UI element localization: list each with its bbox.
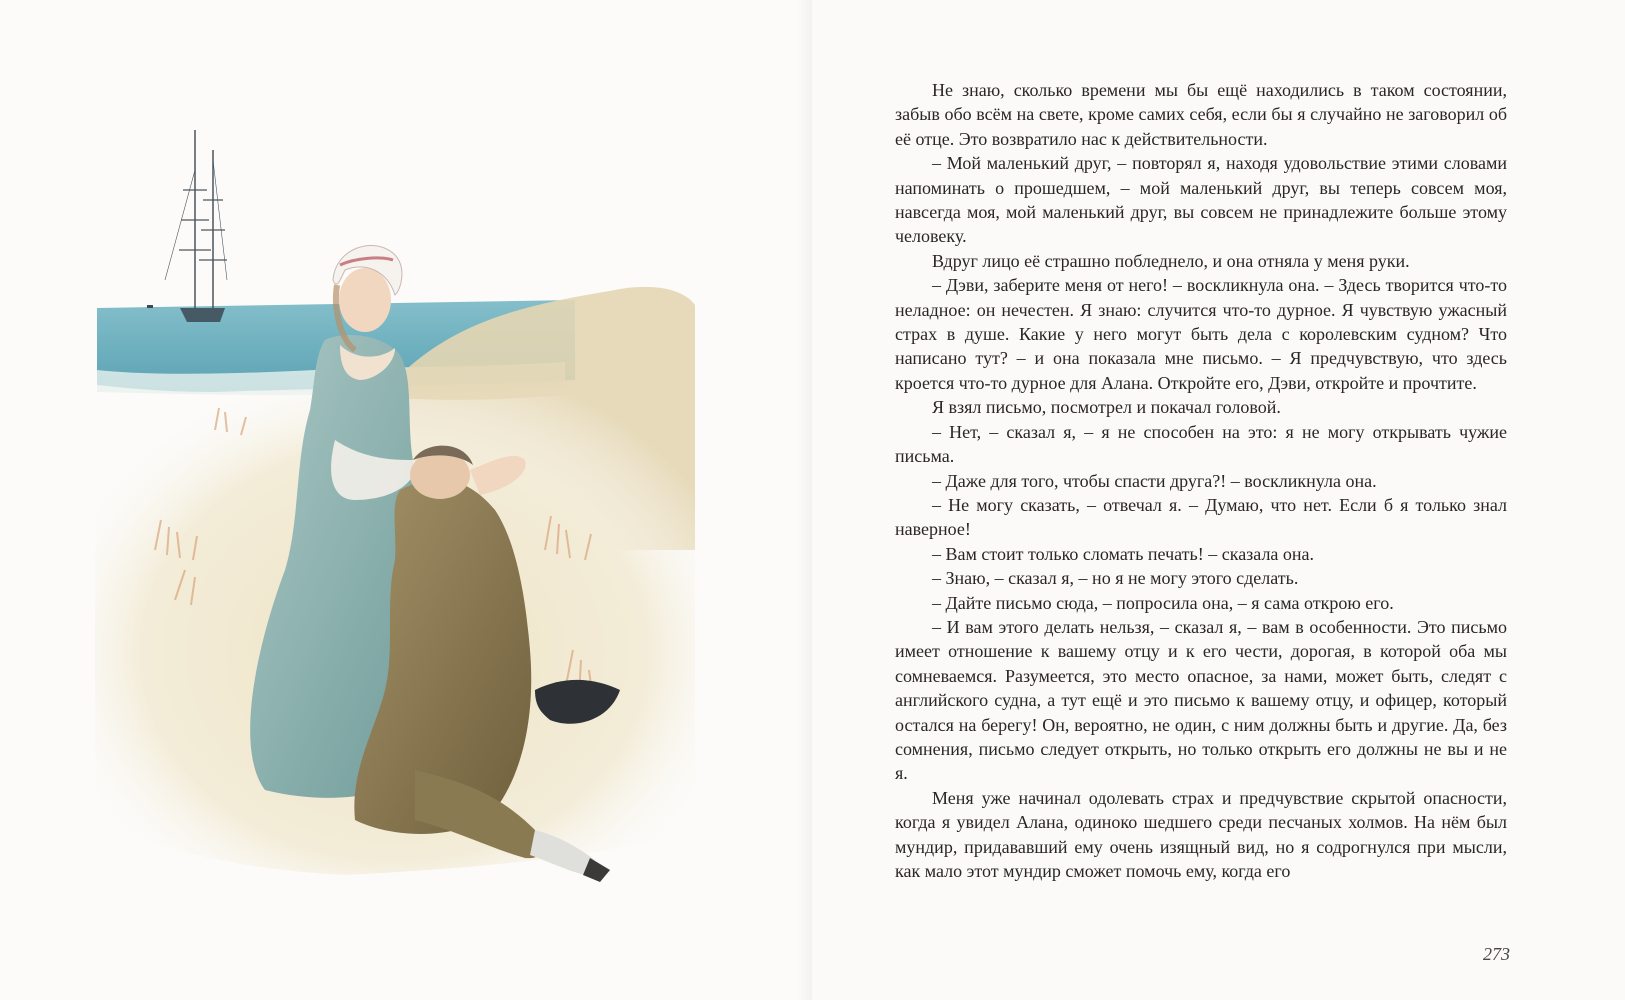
paragraph: – Дэви, заберите меня от него! – воскликнула она. – Здесь творится что-то неладное: он нечестен. Я знаю: случится что-то дурное. Я чувствую ужасный страх в душе. Какие у него могут быть дела с королевским судном? Что написано тут? – и она показала мне письмо. – Я предчувствую, что здесь кроется что-то дурное для Алана. Откройте его, Дэви, откройте и прочтите.: [895, 275, 1507, 393]
story-text: [895, 78, 1507, 883]
watercolor-illustration: [95, 130, 705, 930]
paragraph: Вдруг лицо её страшно побледнело, и она отняла у меня руки.: [932, 250, 1410, 271]
paragraph: – Вам стоит только сломать печать! – сказала она.: [932, 543, 1315, 564]
paragraph: – Дайте письмо сюда, – попросила она, – я сама открою его.: [932, 592, 1394, 613]
paragraph: Я взял письмо, посмотрел и покачал головой.: [932, 397, 1281, 418]
left-page: [0, 0, 812, 1000]
paragraph: – Не могу сказать, – отвечал я. – Думаю, что нет. Если б я только знал наверное!: [895, 494, 1507, 540]
woman-face: [339, 268, 391, 332]
paragraph: – Даже для того, чтобы спасти друга?! – воскликнула она.: [932, 470, 1377, 491]
paragraph: Меня уже начинал одолевать страх и предчувствие скрытой опасности, когда я увидел Алана, одиноко шедшего среди песчаных холмов. На нём был мундир, придававший ему очень изящный вид, но я содрогнулся при мысли, как мало этот мундир сможет помочь ему, когда его: [895, 787, 1507, 881]
paragraph: Не знаю, сколько времени мы бы ещё находились в таком состоянии, забыв обо всём на свете, кроме самих себя, если бы я случайно не заговорил об её отце. Это возвратило нас к действительности.: [895, 80, 1507, 149]
paragraph: – Мой маленький друг, – повторял я, находя удовольствие этими словами напоминать о прошедшем, – мой маленький друг, вы теперь совсем моя, навсегда моя, мой маленький друг, вы совсем не принадлежите больше этому человеку.: [895, 153, 1507, 247]
paragraph: – И вам этого делать нельзя, – сказал я, – вам в особенности. Это письмо имеет отношение к вашему отцу и к его чести, дорогая, в которой оба мы сомневаемся. Разумеется, это место опасное, за нами, может быть, следят с английского судна, а тут ещё и это письмо к вашему отцу, и офицер, который остался на берегу! Он, вероятно, не один, с ним должны быть и другие. Да, без сомнения, письмо следует открыть, но только открыть его должны не вы и не я.: [895, 616, 1507, 784]
page-number: 273: [1483, 944, 1510, 964]
paragraph: – Знаю, – сказал я, – но я не могу этого сделать.: [932, 568, 1299, 589]
small-boat: [147, 305, 153, 308]
ship: [165, 130, 227, 322]
paragraph: – Нет, – сказал я, – я не способен на это: я не могу открывать чужие письма.: [895, 421, 1507, 467]
